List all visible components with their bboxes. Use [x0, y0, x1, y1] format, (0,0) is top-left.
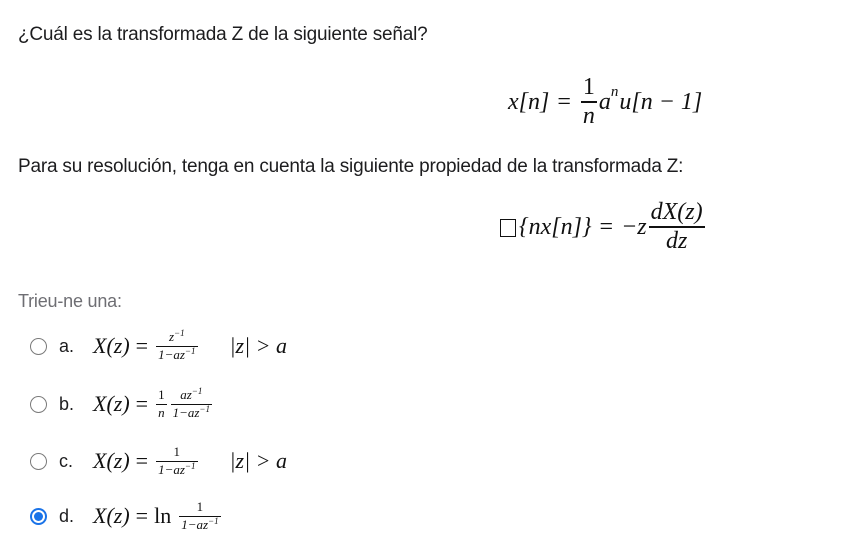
- z-transform-box-icon: [500, 219, 516, 237]
- prop-neg-z: −z: [621, 213, 647, 240]
- frac-num-sup: −1: [174, 327, 185, 338]
- option-formula: [93, 500, 223, 533]
- option-letter: a.: [59, 335, 75, 356]
- formula-condition: |z| > a: [229, 448, 288, 473]
- eq-frac-den: n: [582, 102, 595, 129]
- frac-num: 1: [173, 443, 181, 459]
- frac-num: z: [168, 328, 175, 344]
- option-c[interactable]: [28, 439, 287, 483]
- signal-equation: [508, 72, 702, 132]
- option-formula: [93, 327, 288, 363]
- frac-den-sup: −1: [184, 460, 196, 471]
- formula-lhs: X(z): [93, 503, 130, 528]
- prop-frac-den: dz: [665, 227, 688, 254]
- eq-fraction: [581, 75, 597, 129]
- option-letter: c.: [59, 450, 74, 471]
- eq-rest: u[n − 1]: [619, 88, 703, 115]
- option-formula: [93, 385, 214, 421]
- formula-equals: =: [135, 503, 149, 528]
- prop-equals: =: [599, 213, 614, 240]
- eq-lhs: x[n]: [508, 88, 550, 115]
- formula-pre-fraction: [156, 388, 167, 421]
- formula-fraction: [171, 385, 212, 421]
- radio-a[interactable]: [30, 338, 47, 355]
- frac-den-sup: −1: [199, 403, 210, 414]
- option-a[interactable]: [28, 324, 287, 368]
- frac-num: 1: [196, 498, 204, 514]
- hint-text: Para su resolución, tenga en cuenta la siguiente propiedad de la transformada Z:: [18, 156, 684, 177]
- formula-equals: =: [135, 448, 149, 473]
- frac-den: 1−az: [172, 404, 200, 420]
- formula-lhs: X(z): [93, 391, 130, 416]
- formula-fraction: [179, 500, 220, 533]
- radio-c[interactable]: [30, 453, 47, 470]
- eq-exp: n: [610, 83, 619, 100]
- option-letter: b.: [59, 393, 75, 414]
- question-text: ¿Cuál es la transformada Z de la siguiente señal?: [18, 24, 428, 45]
- radio-b[interactable]: [30, 396, 47, 413]
- pre-frac-num: 1: [158, 386, 165, 402]
- frac-den: 1−az: [158, 461, 185, 477]
- option-b[interactable]: [28, 382, 214, 426]
- frac-num: az: [180, 386, 192, 402]
- eq-frac-num: 1: [582, 74, 595, 101]
- formula-ln: ln: [154, 503, 172, 528]
- frac-num-sup: −1: [191, 385, 203, 396]
- option-d[interactable]: [28, 494, 223, 538]
- property-equation: [500, 196, 707, 258]
- frac-den: 1−az: [158, 346, 185, 362]
- frac-den-sup: −1: [184, 345, 196, 356]
- eq-equals: =: [557, 88, 571, 115]
- formula-equals: =: [135, 391, 149, 416]
- eq-base: a: [598, 88, 611, 115]
- frac-den: 1−az: [181, 516, 209, 532]
- formula-condition: |z| > a: [229, 333, 288, 358]
- answer-prompt: Trieu-ne una:: [18, 291, 122, 311]
- option-letter: d.: [59, 505, 75, 526]
- option-formula: [93, 445, 287, 478]
- formula-fraction: [156, 445, 197, 478]
- prop-frac-num: dX(z): [650, 199, 703, 226]
- formula-lhs: X(z): [93, 333, 130, 358]
- prop-fraction: [649, 200, 705, 254]
- radio-d-selected[interactable]: [30, 508, 47, 525]
- formula-equals: =: [135, 333, 149, 358]
- formula-fraction: [156, 327, 197, 363]
- prop-lhs: {nx[n]}: [519, 213, 592, 240]
- pre-frac-den: n: [158, 404, 165, 420]
- frac-den-sup: −1: [208, 515, 219, 526]
- formula-lhs: X(z): [93, 448, 130, 473]
